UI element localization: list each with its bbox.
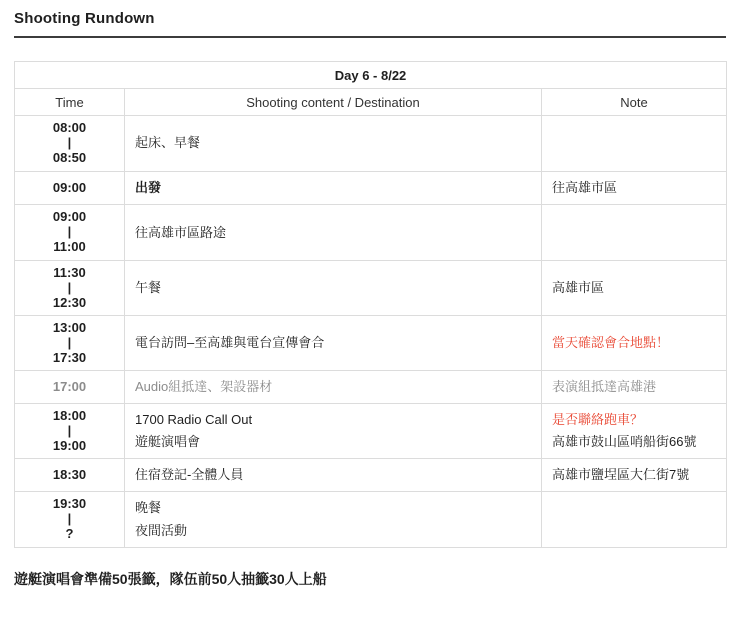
time-cell: [15, 371, 125, 404]
content-line: 電台訪問–至高雄與電台宣傳會合: [135, 335, 325, 351]
page-title: Shooting Rundown: [14, 10, 155, 27]
content-line: 晚餐: [135, 500, 162, 516]
content-line: 往高雄市區路途: [135, 224, 227, 240]
note-line-alert: 是否聯絡跑車？: [552, 412, 644, 428]
time-end: 12:30: [52, 294, 87, 310]
content-cell: [125, 261, 542, 316]
time-start: 11:30: [53, 264, 86, 280]
content-cell: [125, 459, 542, 492]
table-row: [15, 404, 727, 459]
time-end: 19:00: [52, 437, 87, 453]
note-line: 高雄市鹽埕區大仁街7號: [552, 467, 690, 483]
title-divider: [14, 36, 726, 38]
time-start: 09:00: [52, 209, 87, 225]
col-header-time: Time: [15, 89, 125, 116]
note-line-alert: 當天確認會合地點！: [552, 335, 670, 351]
rundown-table: [14, 61, 727, 548]
time-start: 08:00: [52, 120, 87, 136]
content-line: Audio組抵達、架設器材: [135, 379, 273, 395]
note-cell: [542, 371, 727, 404]
content-line: 遊艇演唱會: [135, 434, 201, 450]
time-start: 18:30: [52, 466, 87, 482]
time-start: 09:00: [52, 179, 87, 195]
time-cell: [15, 459, 125, 492]
note-cell: [542, 261, 727, 316]
content-cell: [125, 172, 542, 205]
table-row: [15, 116, 727, 172]
content-line: 午餐: [135, 280, 162, 296]
col-header-note: Note: [542, 89, 727, 116]
footer-note: 遊艇演唱會準備50張籤，隊伍前50人抽籤30人上船: [14, 570, 327, 587]
time-separator: |: [67, 334, 72, 350]
content-cell: [125, 404, 542, 459]
note-line: 高雄市區: [552, 280, 605, 296]
time-cell: [15, 404, 125, 459]
table-row: [15, 459, 727, 492]
time-separator: |: [67, 511, 72, 527]
note-cell: [542, 316, 727, 371]
note-line: 往高雄市區: [552, 180, 618, 195]
day-header-row: [15, 62, 727, 89]
content-cell: [125, 316, 542, 371]
time-separator: |: [67, 135, 72, 151]
time-separator: |: [67, 422, 72, 438]
content-cell: [125, 492, 542, 547]
time-end: 08:50: [52, 149, 87, 165]
time-start: 13:00: [52, 319, 87, 335]
day-header: Day 6 - 8/22: [15, 62, 727, 89]
content-cell: [125, 205, 542, 261]
content-line: 夜間活動: [135, 522, 188, 538]
time-cell: [15, 172, 125, 205]
note-cell: [542, 172, 727, 205]
note-line: 表演組抵達高雄港: [552, 379, 657, 395]
time-cell: [15, 492, 125, 547]
note-cell: [542, 205, 727, 261]
time-start: 17:00: [52, 378, 87, 394]
time-start: 19:30: [52, 496, 87, 512]
table-row: [15, 371, 727, 404]
time-end: ?: [65, 526, 74, 542]
table-row: [15, 205, 727, 261]
note-cell: [542, 404, 727, 459]
content-line: 住宿登記-全體人員: [135, 467, 244, 483]
table-row: [15, 316, 727, 371]
time-start: 18:00: [52, 407, 87, 423]
time-separator: |: [67, 224, 72, 240]
note-cell: [542, 116, 727, 172]
content-line: 出發: [135, 180, 162, 195]
table-row: [15, 492, 727, 547]
time-cell: [15, 205, 125, 261]
time-cell: [15, 116, 125, 172]
content-line: 起床、早餐: [135, 135, 201, 151]
note-cell: [542, 492, 727, 547]
content-cell: [125, 116, 542, 172]
table-row: [15, 172, 727, 205]
time-end: 17:30: [52, 349, 87, 365]
note-line: 高雄市鼓山區哨船街66號: [552, 434, 697, 450]
col-header-content: Shooting content / Destination: [125, 89, 542, 116]
time-end: 11:00: [53, 239, 86, 255]
column-header-row: [15, 89, 727, 116]
table-row: [15, 261, 727, 316]
content-line: 1700 Radio Call Out: [135, 412, 253, 428]
time-cell: [15, 261, 125, 316]
time-cell: [15, 316, 125, 371]
time-separator: |: [67, 279, 72, 295]
note-cell: [542, 459, 727, 492]
content-cell: [125, 371, 542, 404]
